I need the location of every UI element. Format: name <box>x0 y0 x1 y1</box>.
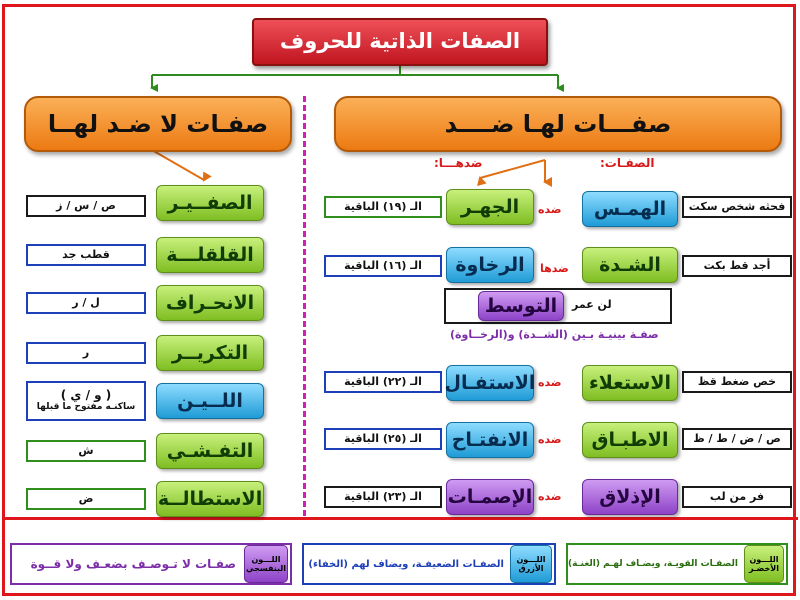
legend-strong <box>566 543 788 585</box>
legend-text: صفـات لا تـوصـف بضعـف ولا قــوة <box>30 557 236 571</box>
tawassut-letters: لن عمر <box>572 298 612 311</box>
tawassut-note: صفـة بينيـة بـين (الشــدة) و(الرخــاوة) <box>450 328 659 341</box>
letters-box: ص / ض / ط / ظ <box>682 428 792 450</box>
dhidd-box: الإصمـات <box>446 479 534 515</box>
letters-box: خص ضغط قظ <box>682 371 792 393</box>
sifa-box: الهمـس <box>582 191 678 227</box>
sifat-label: الصفـات: <box>600 156 655 170</box>
dhidd-word: ضدها <box>540 262 569 275</box>
dhidd-word: ضده <box>538 433 562 446</box>
legend-swatch-blue: اللـــون الأزرق <box>510 545 552 583</box>
single-sifa: الانحـراف <box>156 285 264 321</box>
sifa-box: الاطبـاق <box>582 422 678 458</box>
single-sifa: اللــيـن <box>156 383 264 419</box>
single-letters-box <box>26 381 146 421</box>
rest-box: الـ (٢٢) الباقية <box>324 371 442 393</box>
legend-text: الصفـات الضعيفـة، ويضاف لهم (الخفاء) <box>308 558 504 570</box>
dhidd-box: الرخاوة <box>446 247 534 283</box>
single-sifa: الاستطالــة <box>156 481 264 517</box>
single-letters: قطب جد <box>26 244 146 266</box>
dhidd-box: الجهـر <box>446 189 534 225</box>
single-letters: ص / س / ز <box>26 195 146 217</box>
dhidd-box: الانفتـاح <box>446 422 534 458</box>
tawassut-name: التوسط <box>478 291 564 321</box>
right-header: صفـــات لهـا ضــــد <box>334 96 782 152</box>
letters-box: أجد قط بكت <box>682 255 792 277</box>
letters-box: فحثه شخص سكت <box>682 196 792 218</box>
page-title: الصفات الذاتية للحروف <box>252 18 548 66</box>
single-letters: ( و / ي ) <box>60 388 112 403</box>
rest-box: الـ (٢٥) الباقية <box>324 428 442 450</box>
sifa-box: الاستعلاء <box>582 365 678 401</box>
single-sifa: التفـشـي <box>156 433 264 469</box>
legend-text: الصفـات القويـة، ويضـاف لهـم (الغنـة) <box>568 559 738 569</box>
rest-box: الـ (١٦) الباقية <box>324 255 442 277</box>
single-letters: ض <box>26 488 146 510</box>
legend-neutral <box>10 543 292 585</box>
single-sifa: القلقلـــة <box>156 237 264 273</box>
single-sub: ساكنـه مفتوح ما قبلها <box>36 401 136 412</box>
sifa-box: الشـدة <box>582 247 678 283</box>
legend-swatch-green: اللـــون الأخضـر <box>744 545 784 583</box>
diddiha-label: ضدهـــا: <box>434 156 483 170</box>
dhidd-word: ضده <box>538 203 562 216</box>
left-header: صفـات لا ضـد لهــا <box>24 96 292 152</box>
rest-box: الـ (٢٣) الباقية <box>324 486 442 508</box>
single-letters: ش <box>26 440 146 462</box>
single-sifa: الصفــيـر <box>156 185 264 221</box>
single-letters: ل / ر <box>26 292 146 314</box>
legend-weak <box>302 543 556 585</box>
dhidd-box: الاستفـال <box>446 365 534 401</box>
single-letters: ر <box>26 342 146 364</box>
letters-box: فر من لب <box>682 486 792 508</box>
dhidd-word: ضده <box>538 376 562 389</box>
dhidd-word: ضده <box>538 490 562 503</box>
rest-box: الـ (١٩) الباقية <box>324 196 442 218</box>
single-sifa: التكريــر <box>156 335 264 371</box>
legend-swatch-purple: اللـــون البنفسجي <box>244 545 288 583</box>
sifa-box: الإذلاق <box>582 479 678 515</box>
